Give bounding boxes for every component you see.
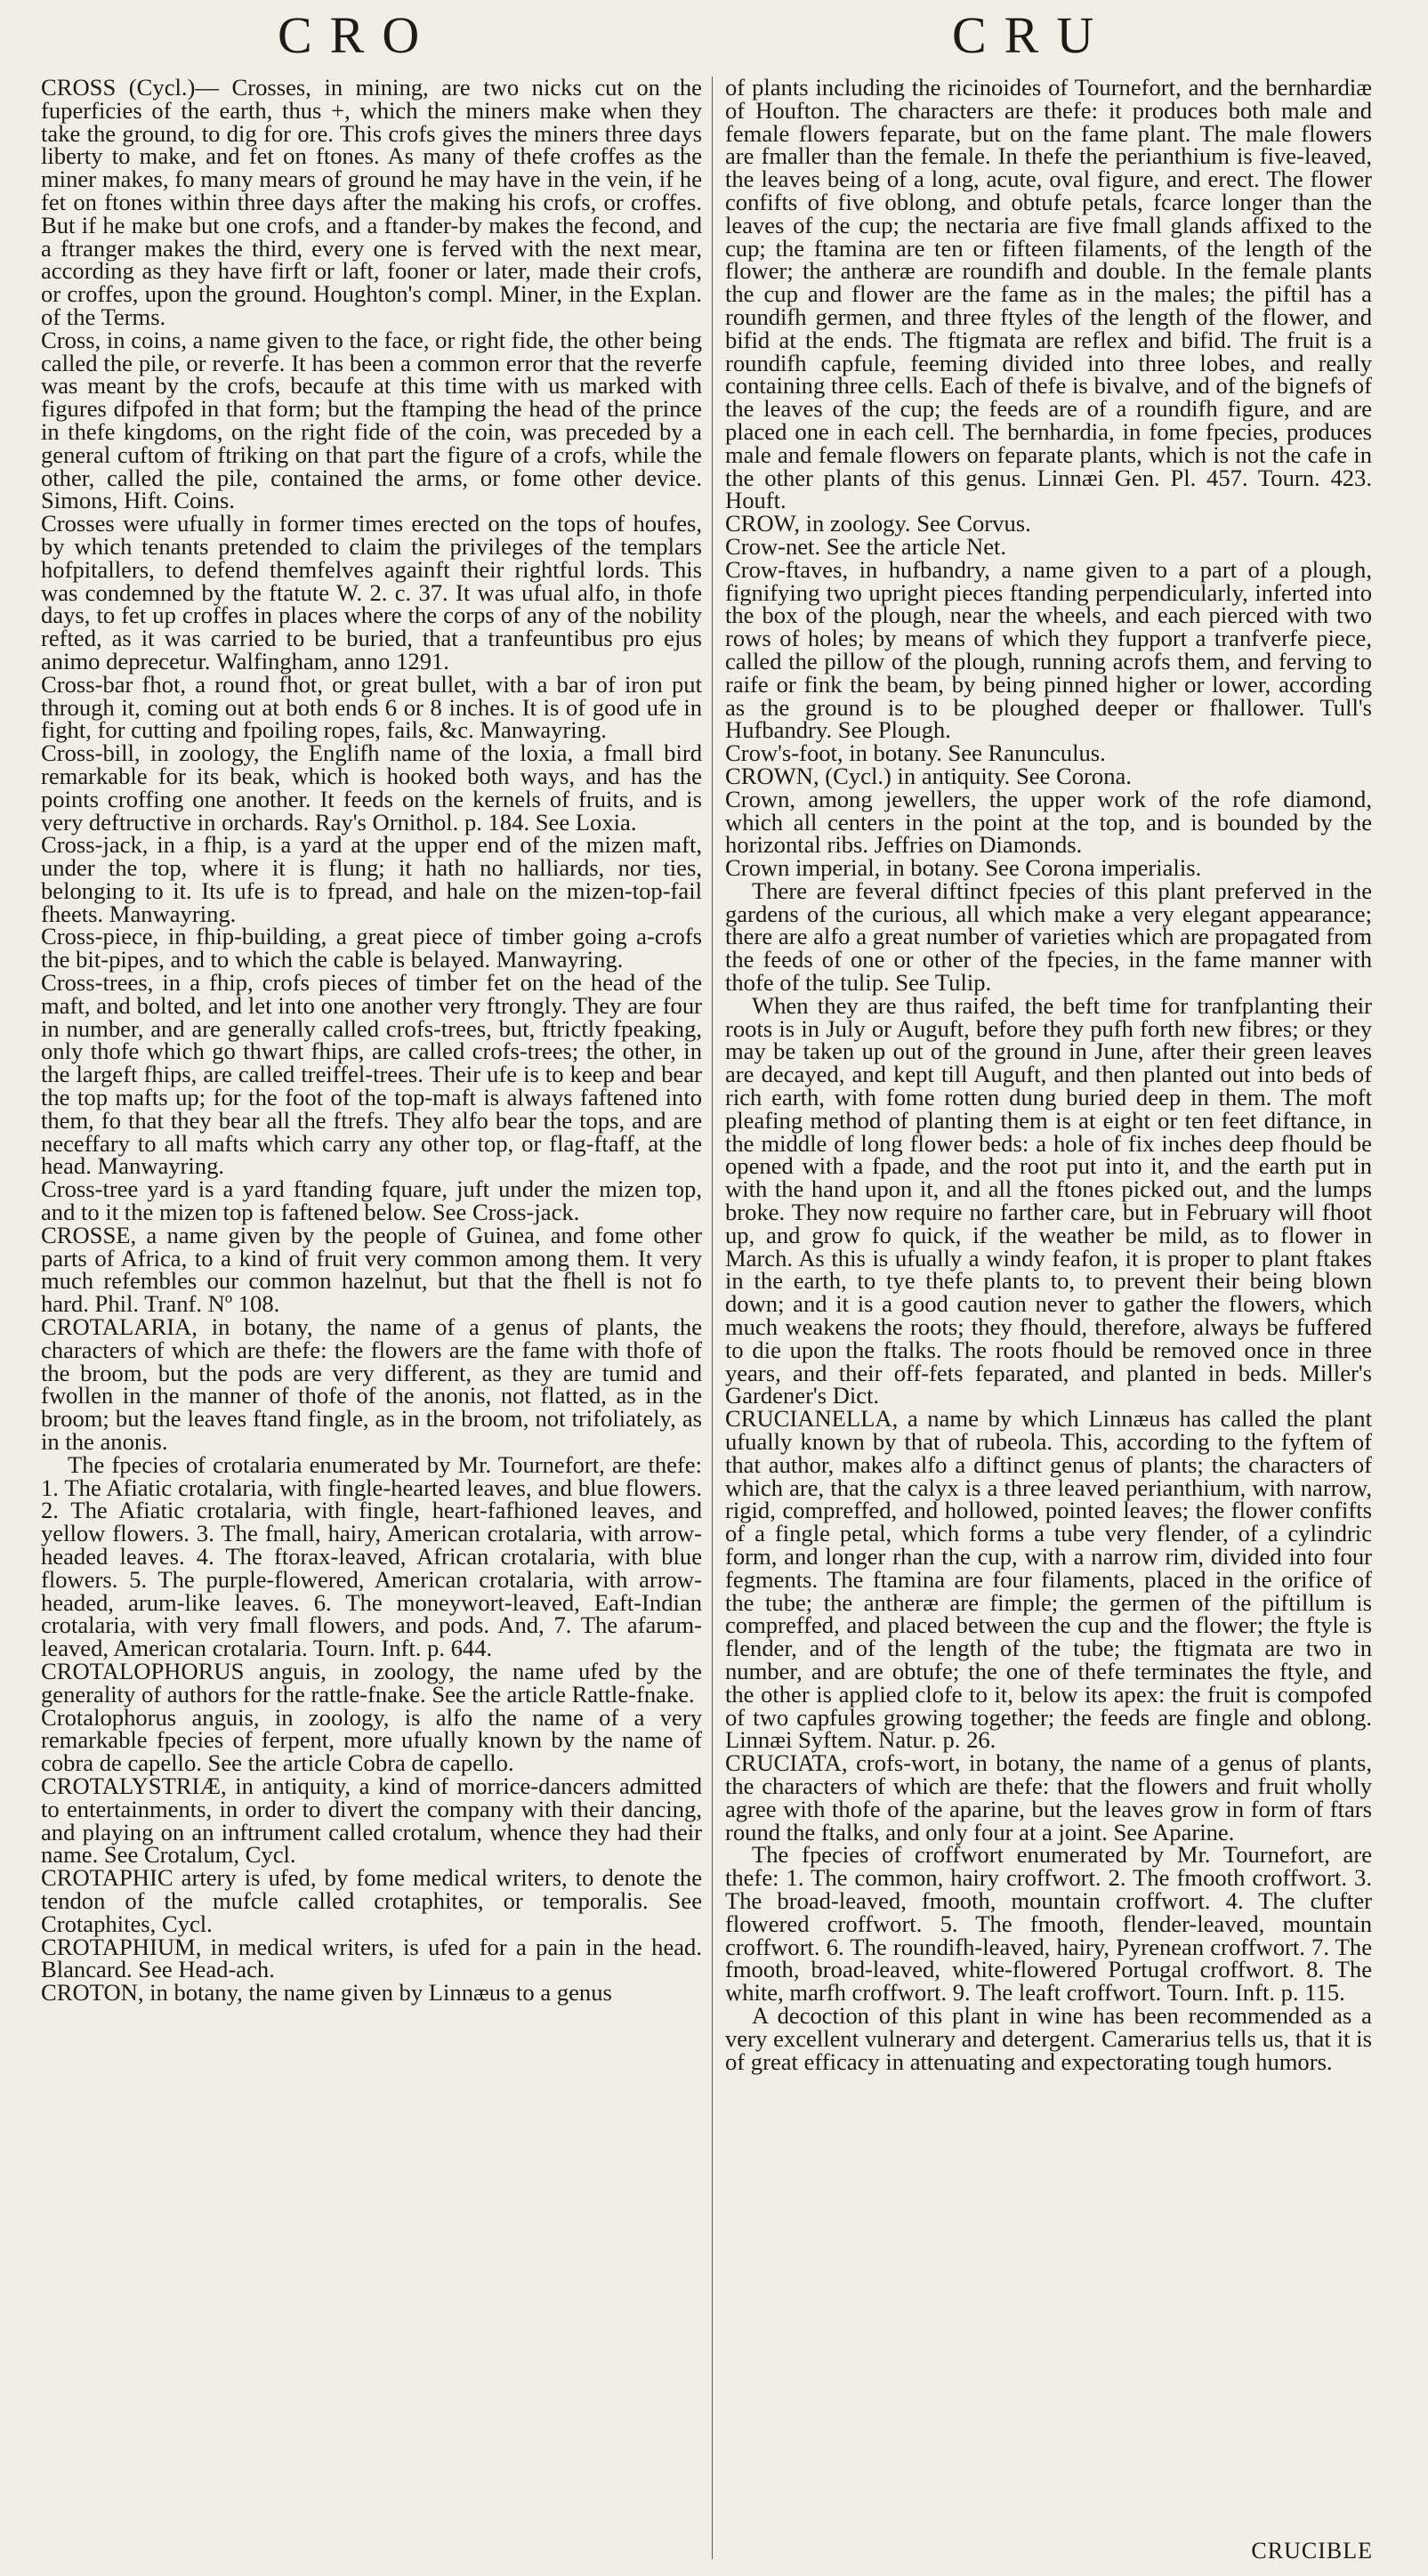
entry-cross-mining: CROSS (Cycl.)— Crosses, in mining, are two nicks cut on the fuperficies of the earth, thus +, which the miners make when they take the ground, to dig for ore. This crofs gives the miners three days liberty to make, and fet on ftones. As many of thefe croffes as the miner makes, fo many mears of ground he may have in the vein, if he fet on ftones within three days after the making his crofs, or croffes. But if he make but one crofs, and a ftander-by makes the fecond, and a ftranger makes the third, every one is ferved with the next mear, according as they have firft or laft, fooner or later, made their crofs, or croffes, upon the ground. Houghton's compl. Miner, in the Explan. of the Terms. — [41, 74, 702, 330]
entry-crotalystriae: CROTALYSTRIÆ, in antiquity, a kind of morrice-dancers admitted to entertainments, in order to divert the company with their dancing, and playing on an inftrument called crotalum, whence they had their name. See Crotalum, Cycl. — [41, 1772, 702, 1869]
entry-cross-bill: Cross-bill, in zoology, the Englifh name of the loxia, a fmall bird remarkable for its beak, which is hooked both ways, and has the points croffing one another. It feeds on the kernels of fruits, and is very deftructive in orchards. Ray's Ornithol. p. 184. See Loxia. — [41, 739, 702, 836]
entry-crosse: CROSSE, a name given by the people of Guinea, and fome other parts of Africa, to a kind of fruit very common among them. It very much refembles our common hazelnut, but that the fhell is not fo hard. Phil. Tranf. Nº 108. — [41, 1221, 702, 1318]
entry-crown-imperial-species: There are feveral diftinct fpecies of this plant preferved in the gardens of the curious, all which make a very elegant appearance; there are alfo a great number of varieties which are propagated from the feeds of one or other of the fpecies, in the fame manner with thofe of the tulip. See Tulip. — [725, 876, 1372, 997]
running-head-right: CRU — [952, 6, 1112, 64]
right-column — [725, 74, 1372, 2075]
entry-crotalaria-species: The fpecies of crotalaria enumerated by Mr. Tournefort, are thefe: 1. The Afiatic crotalaria, with fingle-hearted leaves, and blue flowers. 2. The Afiatic crotalaria, with fingle, heart-fafhioned leaves, and yellow flowers. 3. The fmall, hairy, American crotalaria, with arrow-headed leaves. 4. The ftorax-leaved, African crotalaria, with blue flowers. 5. The purple-flowered, American crotalaria, with arrow-headed, arum-like leaves. 6. The moneywort-leaved, Eaft-Indian crotalaria, with very fmall flowers, and pods. And, 7. The afarum-leaved, American crotalaria. Tourn. Inft. p. 644. — [41, 1450, 702, 1662]
entry-crown-imperial-planting: When they are thus raifed, the beft time for tranfplanting their roots is in July or Auguft, before they pufh forth new fibres; or they may be taken up out of the ground in June, after their green leaves are decayed, and kept till Auguft, and then planted out into beds of rich earth, with fome rotten dung buried deep in them. The moft pleafing method of planting them is at eight or ten feet diftance, in the middle of long flower beds: a hole of fix inches deep fhould be opened with a fpade, and the root put into it, and the earth put in with the hand upon it, and all the ftones picked out, and the lumps broke. They now require no farther care, but in February will fhoot up, and grow fo quick, if the weather be mild, as to flower in March. As this is ufually a windy feafon, it is proper to plant ftakes in the earth, to tye thefe plants to, to prevent their being blown down; and it is a good caution never to gather the flowers, which much weakens the roots; they fhould, therefore, always be fuffered to die upon the ftalks. The roots fhould be removed once in three years, and their off-fets feparated, and planted in beds. Miller's Gardener's Dict. — [725, 991, 1372, 1409]
entry-crown-antiquity: CROWN, (Cycl.) in antiquity. See Corona. — [725, 762, 1132, 789]
entry-crotaphic-artery: CROTAPHIC artery is ufed, by fome medical writers, to denote the tendon of the mufcle called crotaphites, or temporalis. See Crotaphites, Cycl. — [41, 1864, 702, 1937]
column-divider — [712, 77, 713, 2559]
entry-crotalophorus-cobra: Crotalophorus anguis, in zoology, is alfo the name of a very remarkable fpecies of ferpent, more ufually known by the name of cobra de capello. See the article Cobra de capello. — [41, 1703, 702, 1777]
entry-cross-jack: Cross-jack, in a fhip, is a yard at the upper end of the mizen maft, under the top, where it is flung; it hath no halliards, nor ties, belonging to it. Its ufe is to fpread, and hale on the mizen-top-fail fheets. Manwayring. — [41, 831, 702, 927]
entry-crosses-houses: Crosses were ufually in former times erected on the tops of houfes, by which tenants pretended to claim the privileges of the templars hofpitallers, to defend themfelves againft their rightful lords. This was condemned by the ftatute W. 2. c. 37. It was ufual alfo, in thofe days, to fet up croffes in places where the corps of any of the nobility refted, as it was carried to be buried, that a tranfeuntibus pro ejus animo deprecetur. Walfingham, anno 1291. — [41, 510, 702, 674]
entry-crosswort-decoction: A decoction of this plant in wine has been recommended as a very excellent vulnerary and detergent. Camerarius tells us, that it is of great efficacy in attenuating and expectorating tough humors. — [725, 2001, 1372, 2075]
entry-cross-tree-yard: Cross-tree yard is a yard ftanding fquare, juft under the mizen top, and to it the mizen top is faftened below. See Cross-jack. — [41, 1175, 702, 1226]
entry-cruciata: CRUCIATA, crofs-wort, in botany, the name of a genus of plants, the characters of which are thefe: that the flowers and fruit wholly agree with thofe of the aparine, but the leaves grow in form of ftars round the ftalks, and only four at a joint. See Aparine. — [725, 1749, 1372, 1845]
entry-crow-staves: Crow-ftaves, in hufbandry, a name given to a part of a plough, fignifying two upright pieces ftanding perpendicularly, inferted into the box of the plough, near the wheels, and each pierced with two rows of holes; by means of which they fupport a tranfverfe piece, called the pillow of the plough, running acrofs them, and ferving to raife or fink the beam, by being pinned higher or lower, according as the ground is to be ploughed deeper or fhallower. Tull's Hufbandry. See Plough. — [725, 555, 1372, 744]
entry-crosswort-species: The fpecies of croffwort enumerated by Mr. Tournefort, are thefe: 1. The common, hairy croffwort. 2. The fmooth croffwort. 3. The broad-leaved, fmooth, mountain croffwort. 4. The clufter flowered croffwort. 5. The fmooth, flender-leaved, mountain croffwort. 6. The roundifh-leaved, hairy, Pyrenean croffwort. 7. The fmooth, broad-leaved, white-flowered Portugal croffwort. 8. The white, marfh croffwort. 9. The leaft croffwort. Tourn. Inft. p. 115. — [725, 1841, 1372, 2007]
entry-crow: CROW, in zoology. See Corvus. — [725, 510, 1031, 537]
running-head-left: CRO — [278, 6, 438, 64]
entry-crucianella: CRUCIANELLA, a name by which Linnæus has called the plant ufually known by that of rubeola. This, according to the fyftem of that author, makes alfo a diftinct genus of plants; the characters of which are, that the calyx is a three leaved perianthium, with narrow, rigid, compreffed, and hollowed, pointed leaves; the flower confifts of a fingle petal, which forms a tube very flender, of a cylindric form, and longer rhan the cup, with a narrow rim, divided into four fegments. The ftamina are four filaments, placed in the orifice of the tube; the antheræ are fimple; the germen of the piftillum is compreffed, and placed between the cup and the flower; the ftyle is flender, and of the length of the tube; the ftigmata are two in number, and are obtufe; the one of thefe terminates the ftyle, and the other is applied clofe to it, below its apex: the fruit is compofed of two capfules growing together; the feeds are fingle and oblong. Linnæi Syftem. Natur. p. 26. — [725, 1405, 1372, 1754]
entry-crotaphium: CROTAPHIUM, in medical writers, is ufed for a pain in the head. Blancard. See Head-ach. — [41, 1933, 702, 1983]
left-column — [41, 74, 702, 2007]
catchword: CRUCIBLE — [1251, 2538, 1373, 2564]
entry-crows-foot: Crow's-foot, in botany. See Ranunculus. — [725, 739, 1106, 767]
entry-croton-continued: of plants including the ricinoides of Tournefort, and the bernhardiæ of Houfton. The characters are thefe: it produces both male and female flowers feparate, but on the fame plant. The male flowers are fmaller than the female. In thefe the perianthium is five-leaved, the leaves being of a long, acute, oval figure, and erect. The flower confifts of five oblong, and obtufe petals, fcarce longer than the leaves of the cup; the nectaria are five fmall glands affixed to the cup; the ftamina are ten or fifteen filaments, of the length of the flower; the antheræ are roundifh and double. In the female plants the cup and flower are the fame as in the males; the piftil has a roundifh germen, and three ftyles of the length of the flower, and bifid at the ends. The ftigmata are reflex and bifid. The fruit is a roundifh capfule, feeming divided into three lobes, and really containing three cells. Each of thefe is bivalve, and of the bignefs of the leaves of the cup; the feeds are of a roundifh figure, and are placed one in each cell. The bernhardia, in fome fpecies, produces male and female flowers on feparate plants, which is not the cafe in the other plants of this genus. Linnæi Gen. Pl. 457. Tourn. 423. Houft. — [725, 74, 1372, 514]
entry-cross-coins: Cross, in coins, a name given to the face, or right fide, the other being called the pile, or reverfe. It has been a common error that the reverfe was meant by the crofs, becaufe at this time with us marked with figures difpofed in that form; but the ftamping the head of the prince in thefe kingdoms, on the right fide of the coin, was preceded by a general cuftom of ftriking on that part the figure of a crofs, while the other, called the pile, contained the arms, or fome other device. Simons, Hift. Coins. — [41, 326, 702, 514]
entry-crown-imperial: Crown imperial, in botany. See Corona imperialis. — [725, 854, 1202, 882]
entry-crotalophorus: CROTALOPHORUS anguis, in zoology, the name ufed by the generality of authors for the rattle-fnake. See the article Rattle-fnake. — [41, 1657, 702, 1708]
entry-cross-piece: Cross-piece, in fhip-building, a great piece of timber going a-crofs the bit-pipes, and to which the cable is belayed. Manwayring. — [41, 923, 702, 973]
entry-cross-trees: Cross-trees, in a fhip, crofs pieces of timber fet on the head of the maft, and bolted, and let into one another very ftrongly. They are four in number, and are generally called crofs-trees, but, ftrictly fpeaking, only thofe which go thwart fhips, are called crofs-trees; the other, in the largeft fhips, are called treiffel-trees. Their ufe is to keep and bear the top mafts up; for the foot of the top-maft is always faftened into them, fo that they bear all the ftrefs. They alfo bear the tops, and are neceffary to all mafts which carry any other top, or flag-ftaff, at the head. Manwayring. — [41, 969, 702, 1180]
entry-crown-jewellers: Crown, among jewellers, the upper work of the rofe diamond, which all centers in the point at the top, and is bounded by the horizontal ribs. Jeffries on Diamonds. — [725, 785, 1372, 859]
entry-cross-bar-shot: Cross-bar fhot, a round fhot, or great bullet, with a bar of iron put through it, coming out at both ends 6 or 8 inches. It is of good ufe in fight, for cutting and fpoiling ropes, fails, &c. Manwayring. — [41, 670, 702, 744]
entry-crow-net: Crow-net. See the article Net. — [725, 532, 1007, 560]
entry-croton: CROTON, in botany, the name given by Linnæus to a genus — [41, 1979, 612, 2007]
entry-crotalaria: CROTALARIA, in botany, the name of a genus of plants, the characters of which are thefe: the flowers are the fame with thofe of the broom, but the pods are very different, as they are tumid and fwollen in the manner of thofe of the anonis, not flatted, as in the broom; but the leaves ftand fingle, as in the broom, not trifoliately, as in the anonis. — [41, 1313, 702, 1456]
